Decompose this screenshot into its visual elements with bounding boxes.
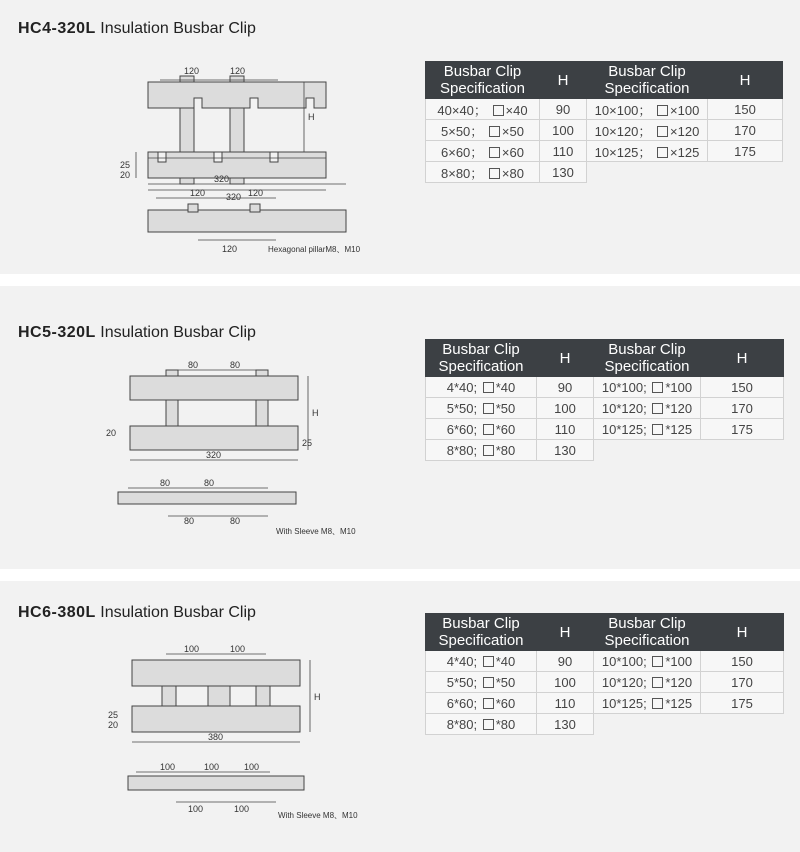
dim-v: 20 [120,170,131,180]
dim-pitch: 100 [234,804,250,814]
header-h: H [701,614,784,651]
table-row [426,651,784,672]
table-row [426,419,784,440]
header-spec: Busbar Clip Specification [426,614,537,651]
spec-cell: 4*40; *40 [426,377,537,398]
spec-cell: 4*40; *40 [426,651,537,672]
product-name: Insulation Busbar Clip [100,604,256,621]
h-cell: 130 [540,162,587,183]
h-cell: 90 [540,99,587,120]
spec-cell: 5*50; *50 [426,672,537,693]
table-row [426,99,783,120]
dim-pitch: 80 [188,360,199,370]
spec-cell: 5*50; *50 [426,398,537,419]
product-name: Insulation Busbar Clip [100,324,256,341]
dim-pitch: 100 [204,762,220,772]
dim-pitch: 80 [230,516,241,526]
table-row [426,141,783,162]
header-spec: Busbar Clip Specification [426,340,537,377]
table-row [426,377,784,398]
header-spec: Busbar Clip Specification [594,614,701,651]
section-title [18,20,256,38]
dim-pitch: 120 [190,188,206,198]
model-code: HC6-380L [18,604,96,621]
clip-drawing-hc5 [100,356,400,546]
h-cell: 170 [701,398,784,419]
spec-cell: 10*125; *125 [594,419,701,440]
header-spec: Busbar Clip Specification [426,62,540,99]
spec-cell: 6*60; *60 [426,419,537,440]
divider [0,569,800,581]
spec-cell: 6×60； ×60 [426,141,540,162]
table-row [426,440,784,461]
h-cell: 90 [537,651,594,672]
dim-h: H [312,408,319,418]
table-row [426,693,784,714]
dim-pitch: 120 [230,66,246,76]
header-h: H [537,614,594,651]
h-cell: 150 [701,651,784,672]
spec-table-hc5 [425,339,784,461]
dim-pitch: 100 [184,644,200,654]
spec-cell: 10×120； ×120 [587,120,708,141]
h-cell: 110 [540,141,587,162]
h-cell: 175 [708,141,783,162]
spec-cell: 8*80; *80 [426,714,537,735]
spec-table-hc4 [425,61,783,183]
spec-cell: 10*125; *125 [594,693,701,714]
h-cell: 150 [708,99,783,120]
spec-cell: 6*60; *60 [426,693,537,714]
part-note: Hexagonal pillarM8、M10 [268,245,361,254]
header-spec: Busbar Clip Specification [594,340,701,377]
h-cell: 100 [540,120,587,141]
divider [0,274,800,286]
spec-cell: 8×80； ×80 [426,162,540,183]
dim-pitch: 80 [230,360,241,370]
dim-total: 320 [226,192,242,202]
dim-pitch: 120 [222,244,238,254]
header-spec: Busbar Clip Specification [587,62,708,99]
h-cell: 130 [537,714,594,735]
dim-h: H [314,692,321,702]
h-cell: 175 [701,693,784,714]
h-cell: 130 [537,440,594,461]
dim-v: 20 [106,428,117,438]
header-h: H [540,62,587,99]
dim-v: 25 [108,710,119,720]
dim-total: 320 [214,174,230,184]
h-cell: 100 [537,672,594,693]
dim-pitch: 100 [188,804,204,814]
section-title [18,604,256,622]
product-name: Insulation Busbar Clip [100,20,256,37]
h-cell: 110 [537,419,594,440]
h-cell: 110 [537,693,594,714]
header-h: H [537,340,594,377]
h-cell: 170 [701,672,784,693]
h-cell: 100 [537,398,594,419]
model-code: HC5-320L [18,324,96,341]
dim-pitch: 80 [184,516,195,526]
h-cell: 150 [701,377,784,398]
dim-pitch: 80 [204,478,215,488]
spec-cell: 8*80; *80 [426,440,537,461]
dim-total: 320 [206,450,222,460]
header-h: H [701,340,784,377]
h-cell: 90 [537,377,594,398]
spec-cell: 10*100; *100 [594,377,701,398]
dim-v: 25 [302,438,313,448]
dim-v: 25 [120,160,131,170]
spec-cell: 10*120; *120 [594,672,701,693]
clip-drawing-hc6 [100,640,400,830]
part-note: With Sleeve M8、M10 [276,527,356,536]
table-row [426,672,784,693]
dim-pitch: 100 [244,762,260,772]
spec-cell: 10×125； ×125 [587,141,708,162]
table-row [426,162,783,183]
spec-cell: 40×40； ×40 [426,99,540,120]
spec-table-hc6 [425,613,784,735]
dim-h: H [308,112,315,122]
dim-pitch: 120 [184,66,200,76]
dim-total: 380 [208,732,224,742]
header-h: H [708,62,783,99]
dim-pitch: 80 [160,478,171,488]
dim-pitch: 100 [230,644,246,654]
model-code: HC4-320L [18,20,96,37]
spec-cell: 10×100； ×100 [587,99,708,120]
dim-pitch: 100 [160,762,176,772]
spec-cell: 10*120; *120 [594,398,701,419]
h-cell: 175 [701,419,784,440]
spec-cell: 5×50； ×50 [426,120,540,141]
h-cell: 170 [708,120,783,141]
table-row [426,714,784,735]
part-note: With Sleeve M8、M10 [278,811,358,820]
table-row [426,398,784,419]
dim-pitch: 120 [248,188,264,198]
section-title [18,324,256,342]
table-row [426,120,783,141]
clip-drawing-hc4 [100,60,400,260]
dim-v: 20 [108,720,119,730]
spec-cell: 10*100; *100 [594,651,701,672]
